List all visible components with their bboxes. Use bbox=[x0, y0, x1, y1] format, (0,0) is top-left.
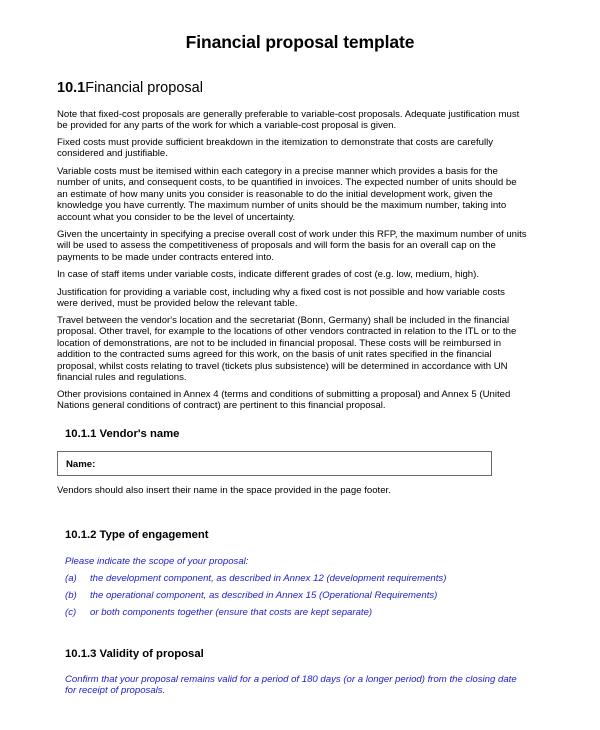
paragraph-variable-costs: Variable costs must be itemised within each category in a precise manner which provides a basis for the number of units, and consequent costs, to be quantified in invoices. The expected number of units should be an estimate of how many units you consider is reasonable to do the initial development work, given the knowledge you have currently. The maximum number of units should be the maximum number, taking into account what you consider to be the level of uncertainty. bbox=[57, 166, 517, 223]
paragraph-uncertainty: Given the uncertainty in specifying a precise overall cost of work under this RFP, the maximum number of units will be used to assess the competitiveness of proposals and will form the basis for an overall cap on the payments to be made under contracts entered into. bbox=[57, 229, 527, 263]
engagement-intro: Please indicate the scope of your proposal: bbox=[65, 556, 249, 567]
paragraph-fixed-cost-preference: Note that fixed-cost proposals are generally preferable to variable-cost proposals. Adequate justification must be provided for any parts of the work for which a variable-cost proposal is given. bbox=[57, 109, 520, 132]
section-heading bbox=[57, 80, 203, 96]
section-number: 10.1 bbox=[57, 80, 86, 96]
validity-heading: 10.1.3 Validity of proposal bbox=[65, 648, 204, 660]
option-text: or both components together (ensure that costs are kept separate) bbox=[90, 607, 373, 618]
paragraph-justification: Justification for providing a variable cost, including why a fixed cost is not possible and how variable costs were derived, must be provided below the relevant table. bbox=[57, 287, 505, 310]
option-marker: (a) bbox=[65, 573, 77, 584]
option-text: the development component, as described in Annex 12 (development requirements) bbox=[90, 573, 447, 584]
paragraph-travel: Travel between the vendor's location and the secretariat (Bonn, Germany) shall be included in the financial proposal. Other travel, for example to the locations of other vendors contracted in relation to the ITL or to the location of demonstrations, are not to be included in financial proposal. These costs will be reimbursed in addition to the contracted sums agreed for this work, on the basis of unit rates specified in the financial proposal, whilst costs relating to travel (tickets plus subsistence) will be determined in accordance with UN financial rules and regulations. bbox=[57, 315, 517, 384]
option-text: the operational component, as described in Annex 15 (Operational Requirements) bbox=[90, 590, 438, 601]
engagement-option-a bbox=[65, 573, 446, 584]
paragraph-fixed-costs: Fixed costs must provide sufficient breakdown in the itemization to demonstrate that costs are carefully considered and justifiable. bbox=[57, 137, 494, 160]
vendor-name-heading: 10.1.1 Vendor's name bbox=[65, 428, 180, 440]
vendor-name-label: Name: bbox=[66, 459, 96, 470]
section-label: Financial proposal bbox=[85, 80, 203, 96]
validity-text: Confirm that your proposal remains valid for a period of 180 days (or a longer period) from the closing date for receipt of proposals. bbox=[65, 674, 517, 697]
vendor-name-field[interactable] bbox=[57, 451, 492, 476]
engagement-option-c bbox=[65, 607, 372, 618]
engagement-heading: 10.1.2 Type of engagement bbox=[65, 529, 209, 541]
vendor-footer-note: Vendors should also insert their name in the space provided in the page footer. bbox=[57, 485, 391, 496]
paragraph-other-provisions: Other provisions contained in Annex 4 (terms and conditions of submitting a proposal) and Annex 5 (United Nations general conditions of contract) are pertinent to this financial proposal. bbox=[57, 389, 511, 412]
engagement-option-b bbox=[65, 590, 437, 601]
paragraph-staff-items: In case of staff items under variable costs, indicate different grades of cost (e.g. low, medium, high). bbox=[57, 269, 479, 280]
option-marker: (c) bbox=[65, 607, 77, 618]
option-marker: (b) bbox=[65, 590, 77, 601]
page-title: Financial proposal template bbox=[185, 32, 415, 52]
